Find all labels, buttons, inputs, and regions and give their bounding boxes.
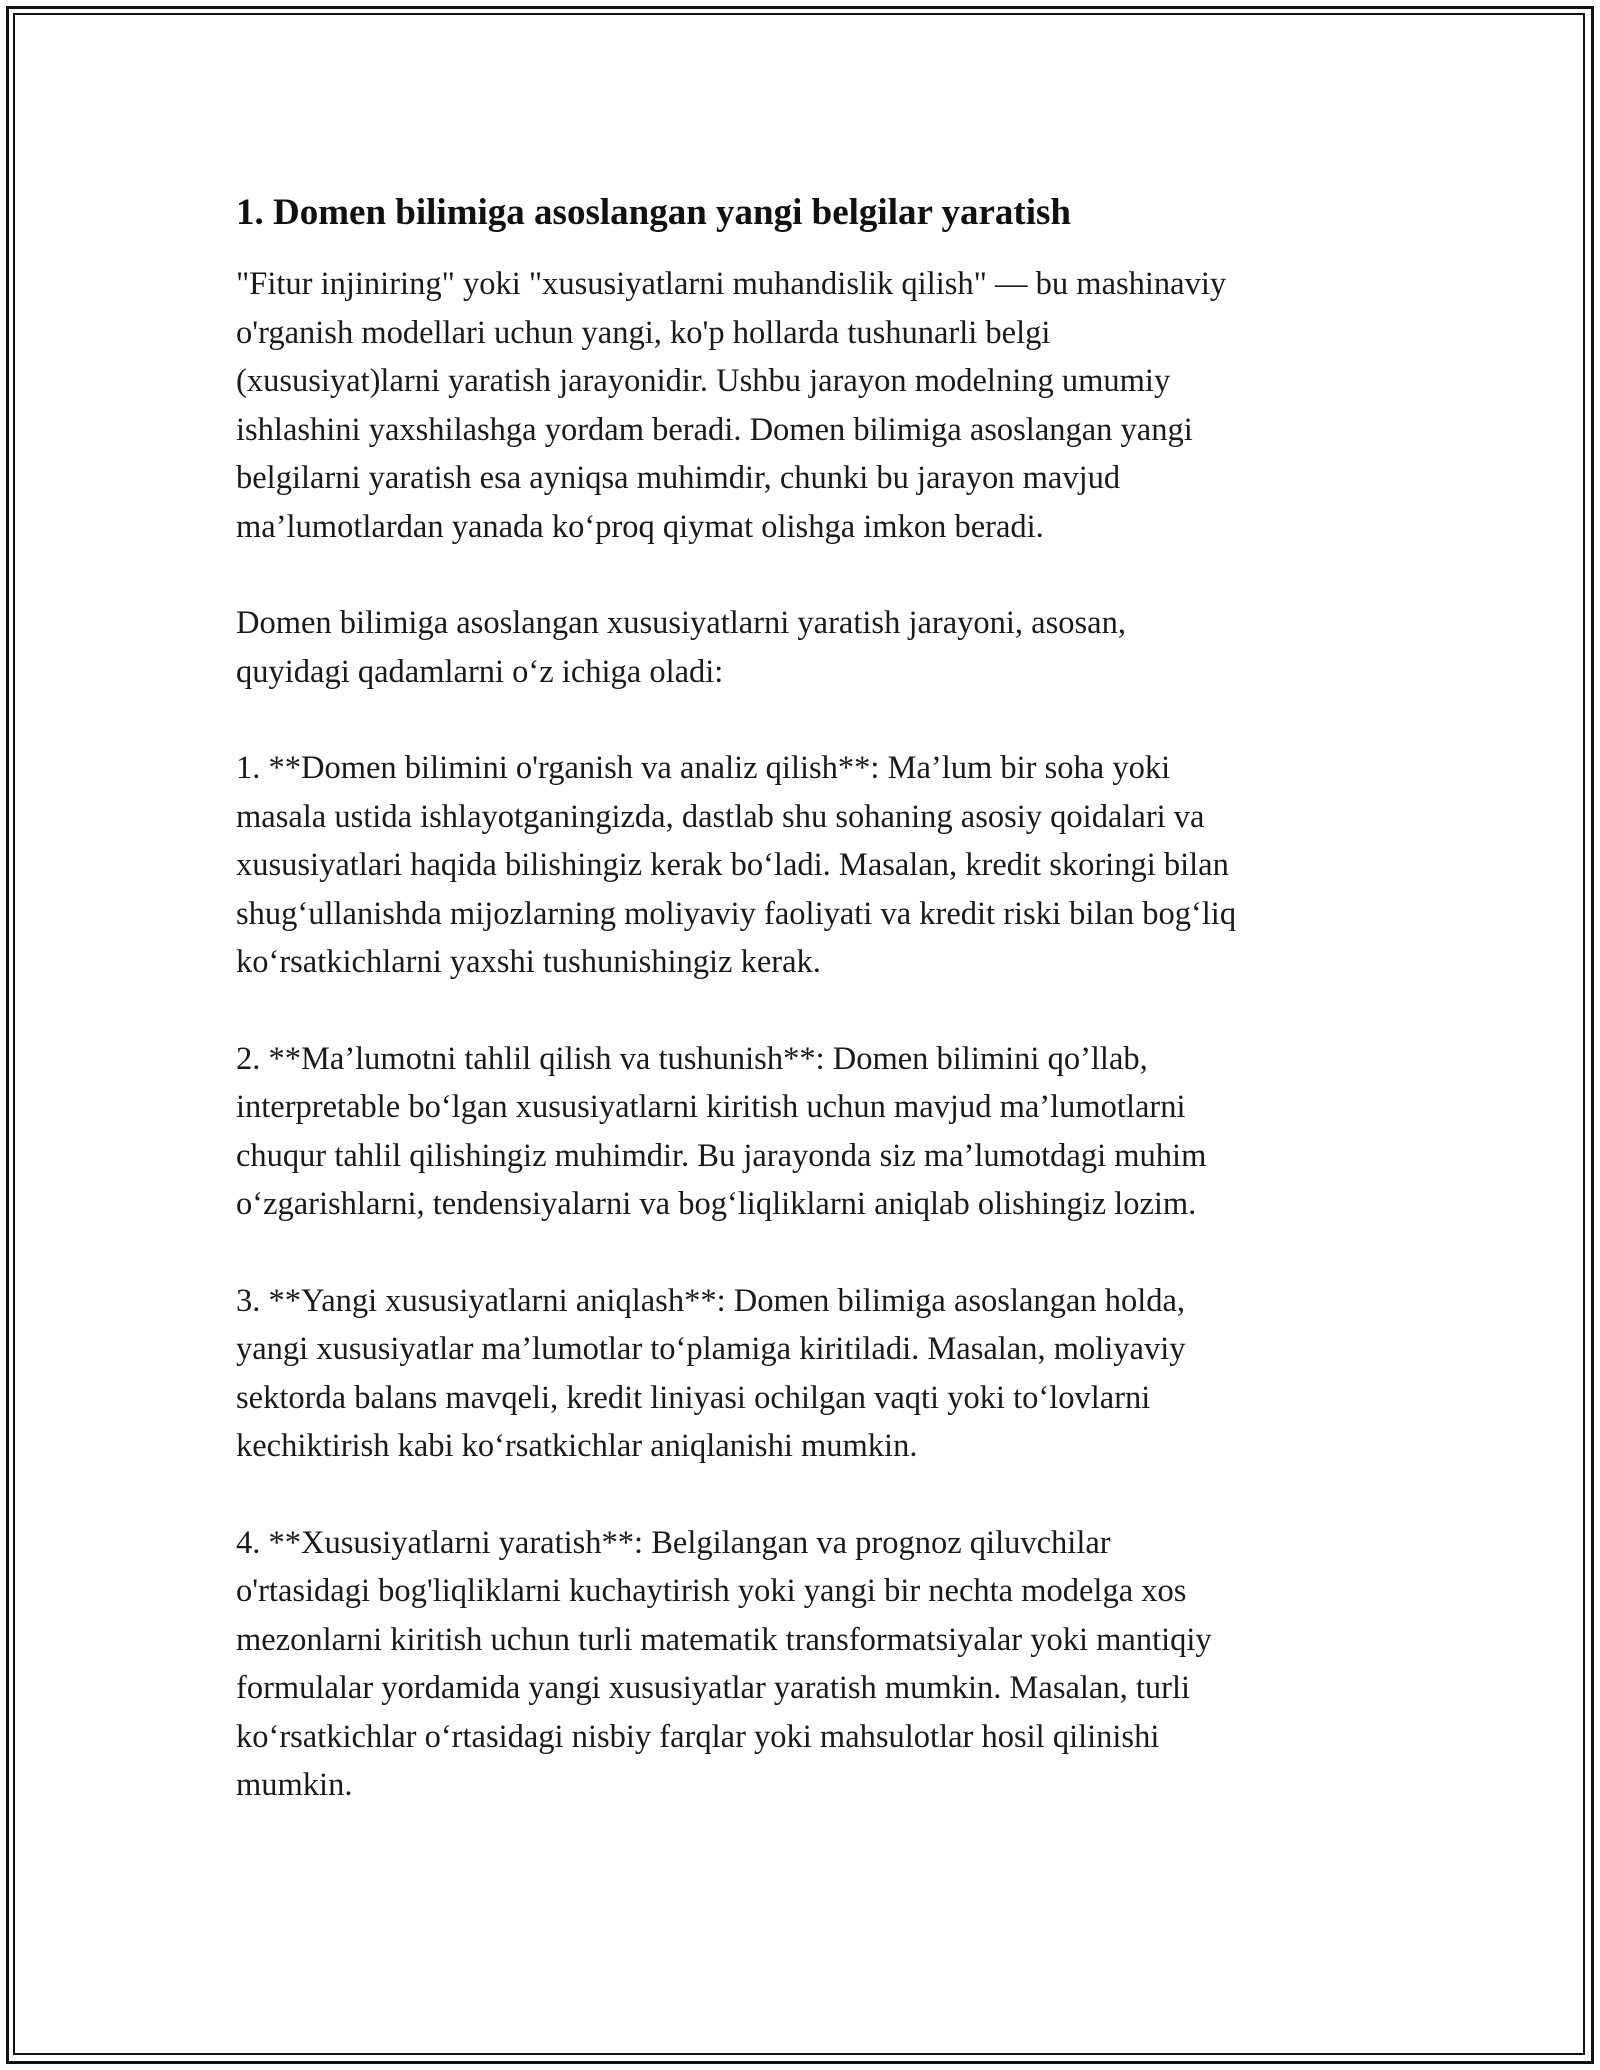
step-3-paragraph: 3. **Yangi xususiyatlarni aniqlash**: Domen bilimiga asoslangan holda, yangi xususiyatlar ma’lumotlar to‘plamiga kiritiladi. Masalan, moliyaviy sektorda balans mavqeli, kredit liniyasi ochilgan vaqti yoki to‘lovlarni kechiktirish kabi ko‘rsatkichlar aniqlanishi mumkin.: [236, 1282, 1186, 1464]
step-1-paragraph: 1. **Domen bilimini o'rganish va analiz qilish**: Ma’lum bir soha yoki masala ustida ishlayotganingizda, dastlab shu sohaning asosiy qoidalari va xususiyatlari haqida bilishingiz kerak bo‘ladi. Masalan, kredit skoringi bilan shug‘ullanishda mijozlarning moliyaviy faoliyati va kredit riski bilan bog‘liq ko‘rsatkichlarni yaxshi tushunishingiz kerak.: [236, 750, 1237, 980]
step-2-paragraph: 2. **Ma’lumotni tahlil qilish va tushunish**: Domen bilimini qo’llab, interpretable bo‘lgan xususiyatlarni kiritish uchun mavjud ma’lumotlarni chuqur tahlil qilishingiz muhimdir. Bu jarayonda siz ma’lumotdagi muhim o‘zgarishlarni, tendensiyalarni va bog‘liqliklarni aniqlab olishingiz lozim.: [236, 1040, 1207, 1222]
intro-paragraph: "Fitur injiniring" yoki "xususiyatlarni muhandislik qilish" — bu mashinaviy o'rganish modellari uchun yangi, ko'p hollarda tushunarli belgi (xususiyat)larni yaratish jarayonidir. Ushbu jarayon modelning umumiy ishlashini yaxshilashga yordam beradi. Domen bilimiga asoslangan yangi belgilarni yaratish esa ayniqsa muhimdir, chunki bu jarayon mavjud ma’lumotlardan yanada ko‘proq qiymat olishga imkon beradi.: [236, 266, 1227, 545]
document-body: [236, 188, 1376, 1858]
section-heading: 1. Domen bilimiga asoslangan yangi belgilar yaratish: [236, 192, 1071, 233]
steps-intro-paragraph: Domen bilimiga asoslangan xususiyatlarni yaratish jarayoni, asosan, quyidagi qadamlarni o‘z ichiga oladi:: [236, 605, 1126, 690]
step-4-paragraph: 4. **Xususiyatlarni yaratish**: Belgilangan va prognoz qiluvchilar o'rtasidagi bog'liqliklarni kuchaytirish yoki yangi bir nechta modelga xos mezonlarni kiritish uchun turli matematik transformatsiyalar yoki mantiqiy formulalar yordamida yangi xususiyatlar yaratish mumkin. Masalan, turli ko‘rsatkichlar o‘rtasidagi nisbiy farqlar yoki mahsulotlar hosil qilinishi mumkin.: [236, 1524, 1212, 1803]
